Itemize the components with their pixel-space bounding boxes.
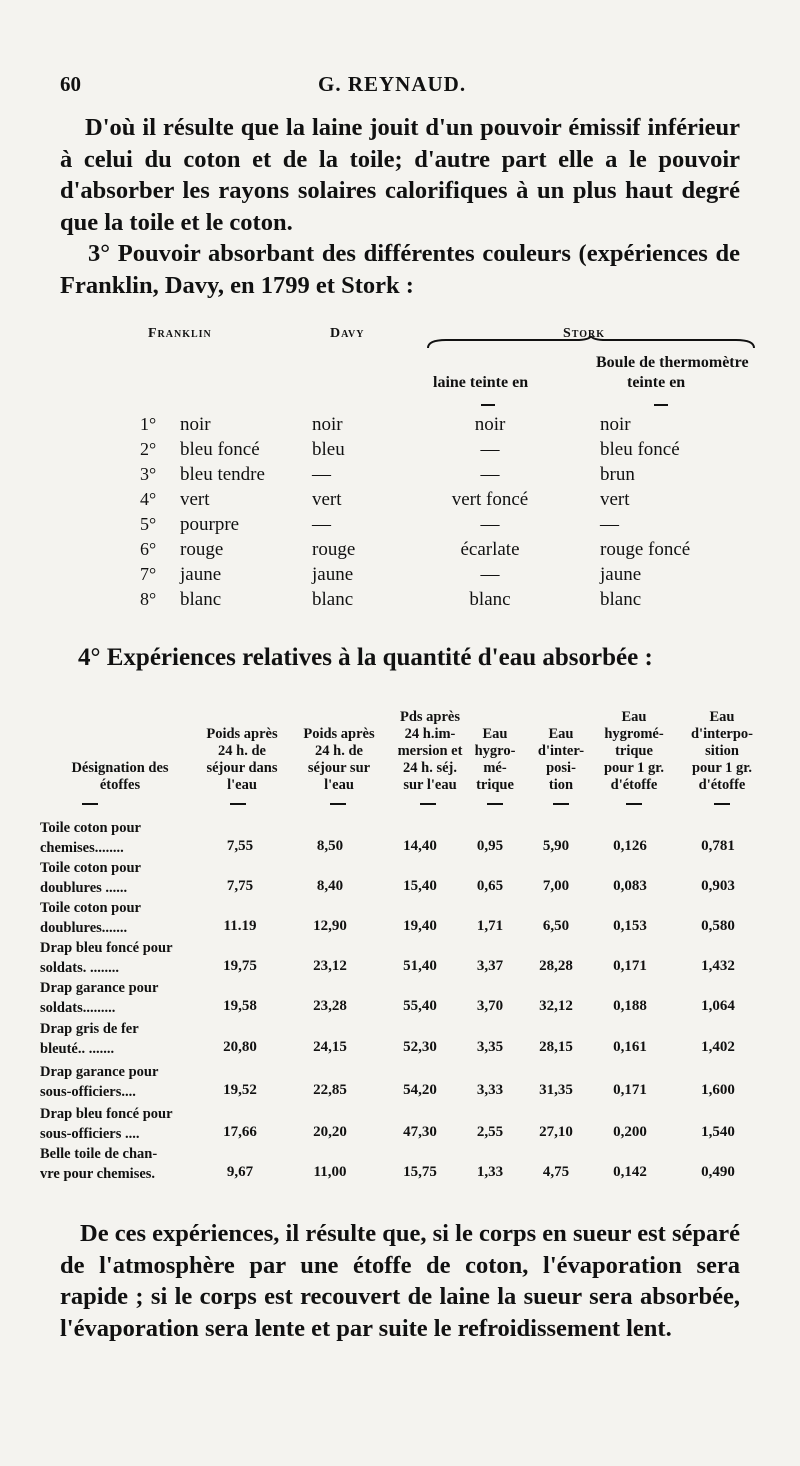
- row-label: Drap garance pour soldats.........: [40, 980, 159, 1016]
- row-label: Drap bleu foncé pour sous-officiers ....: [40, 1106, 173, 1142]
- table-cell: 19,40: [403, 918, 437, 934]
- table-cell: 0,171: [613, 958, 647, 974]
- table-cell: 3,70: [476, 998, 504, 1014]
- laine-cell: blanc: [469, 589, 511, 610]
- davy-cell: bleu: [312, 439, 345, 460]
- teinte-cell: rouge foncé: [600, 539, 691, 560]
- franklin-cell: bleu foncé: [180, 439, 260, 460]
- teinte-cell: brun: [600, 464, 635, 485]
- table-cell: 7,00: [542, 878, 570, 894]
- colors-column-teinte: [600, 412, 690, 612]
- table-cell: 14,40: [403, 838, 437, 854]
- col-header-poids-sur: Poids après 24 h. de séjour sur l'eau: [303, 726, 375, 793]
- table-cell: 0,126: [613, 838, 647, 854]
- col-header-eau-inter: Eau d'inter- posi- tion: [537, 726, 585, 793]
- table-cell: 8,40: [316, 878, 344, 894]
- table-cell: 28,28: [539, 958, 573, 974]
- table-cell: 3,35: [476, 1039, 504, 1055]
- davy-cell: vert: [312, 489, 342, 510]
- col-header-eau-hygro: Eau hygro- mé- trique: [474, 726, 516, 793]
- row-label: Drap gris de fer bleuté.. .......: [40, 1021, 139, 1057]
- table-cell: 0,903: [701, 878, 735, 894]
- table-cell: 7,55: [226, 838, 254, 854]
- table-cell: 20,80: [223, 1039, 257, 1055]
- table-cell: 24,15: [313, 1039, 347, 1055]
- table-cell: 1,402: [701, 1039, 735, 1055]
- laine-cell: —: [480, 439, 500, 460]
- header-stork: Stork: [563, 326, 606, 341]
- table-cell: 11.19: [223, 918, 257, 934]
- table-cell: 1,33: [476, 1164, 504, 1180]
- table-cell: 28,15: [539, 1039, 573, 1055]
- paragraph-absorbing-power-colors: 3° Pouvoir absorbant des différentes couleurs (expériences de Franklin, Davy, en 1799 et Stork :: [60, 240, 740, 299]
- table-cell: 15,75: [403, 1164, 437, 1180]
- header-rule: [714, 803, 730, 805]
- table-cell: 51,40: [403, 958, 437, 974]
- header-rule: [487, 803, 503, 805]
- franklin-cell: noir: [180, 414, 211, 435]
- color-number: 4°: [140, 489, 157, 509]
- table-cell: 0,083: [613, 878, 647, 894]
- table-cell: 0,153: [613, 918, 647, 934]
- row-label: Toile coton pour chemises........: [40, 820, 141, 856]
- table-cell: 0,781: [701, 838, 735, 854]
- page-header: [60, 72, 760, 100]
- table-cell: 0,142: [613, 1164, 647, 1180]
- table-cell: 6,50: [542, 918, 570, 934]
- table-cell: 32,12: [539, 998, 573, 1014]
- stork-brace: [426, 336, 756, 350]
- col-header-eau-hygro-gr: Eau hygromé- trique pour 1 gr. d'étoffe: [603, 709, 665, 793]
- table-cell: 3,37: [476, 958, 504, 974]
- table-cell: 11,00: [313, 1164, 347, 1180]
- laine-cell: —: [480, 564, 500, 585]
- teinte-cell: vert: [600, 489, 630, 510]
- laine-cell: —: [480, 464, 500, 485]
- col-header-poids-dans: Poids après 24 h. de séjour dans l'eau: [206, 726, 278, 793]
- table-cell: 4,75: [542, 1164, 570, 1180]
- col-header-designation: Désignation des étoffes: [71, 760, 169, 793]
- row-label: Toile coton pour doublures ......: [40, 860, 141, 896]
- franklin-cell: blanc: [180, 589, 222, 610]
- table-cell: 47,30: [403, 1124, 437, 1140]
- teinte-cell: —: [600, 514, 619, 535]
- table-cell: 20,20: [313, 1124, 347, 1140]
- header-rule: [626, 803, 642, 805]
- table-cell: 0,161: [613, 1039, 647, 1055]
- col-header-pds-apres: Pds après 24 h.im- mersion et 24 h. séj. sur l'eau: [397, 709, 463, 793]
- franklin-cell: rouge: [180, 539, 224, 560]
- table-cell: 17,66: [223, 1124, 257, 1140]
- table-cell: 31,35: [539, 1082, 573, 1098]
- table-cell: 23,12: [313, 958, 347, 974]
- table-cell: 27,10: [539, 1124, 573, 1140]
- header-laine-teinte: laine teinte en: [433, 374, 529, 391]
- davy-cell: noir: [312, 414, 343, 435]
- teinte-cell: noir: [600, 414, 631, 435]
- franklin-cell: pourpre: [180, 514, 240, 535]
- header-davy: Davy: [330, 326, 365, 341]
- colors-column-laine: [430, 412, 550, 612]
- header-rule: [553, 803, 569, 805]
- franklin-cell: jaune: [180, 564, 222, 585]
- colors-column-franklin: [180, 412, 265, 612]
- row-label: Drap garance pour sous-officiers....: [40, 1064, 159, 1100]
- table-cell: 52,30: [403, 1039, 437, 1055]
- table-cell: 0,65: [476, 878, 504, 894]
- table-cell: 0,95: [476, 838, 504, 854]
- header-teinte-en: teinte en: [627, 374, 686, 391]
- davy-cell: —: [312, 464, 331, 485]
- laine-cell: noir: [474, 414, 506, 435]
- laine-cell: —: [480, 514, 500, 535]
- table-cell: 19,75: [223, 958, 257, 974]
- table-cell: 9,67: [226, 1164, 254, 1180]
- page-number: 60: [60, 72, 81, 96]
- table-cell: 23,28: [313, 998, 347, 1014]
- colors-column-numbers: [140, 412, 156, 612]
- color-number: 8°: [140, 589, 157, 609]
- row-label: Drap bleu foncé pour soldats. ........: [40, 940, 173, 976]
- table-cell: 55,40: [403, 998, 437, 1014]
- table-cell: 1,064: [701, 998, 735, 1014]
- laine-cell: vert foncé: [451, 489, 529, 510]
- col-header-eau-inter-gr: Eau d'interpo- sition pour 1 gr. d'étoffe: [690, 709, 754, 793]
- table-cell: 54,20: [403, 1082, 437, 1098]
- colors-column-davy: [312, 412, 355, 612]
- table-cell: 0,490: [701, 1164, 735, 1180]
- table-cell: 1,432: [701, 958, 735, 974]
- table-cell: 19,58: [223, 998, 257, 1014]
- franklin-cell: vert: [180, 489, 210, 510]
- table-cell: 2,55: [476, 1124, 504, 1140]
- running-head-author: G. REYNAUD.: [318, 72, 467, 96]
- table-cell: 1,71: [476, 918, 504, 934]
- teinte-cell: jaune: [600, 564, 642, 585]
- header-dash-laine: [481, 404, 495, 406]
- davy-cell: jaune: [312, 564, 354, 585]
- header-dash-teinte: [654, 404, 668, 406]
- header-rule: [230, 803, 246, 805]
- franklin-cell: bleu tendre: [180, 464, 265, 485]
- table-cell: 0,200: [613, 1124, 647, 1140]
- table-cell: 1,600: [701, 1082, 735, 1098]
- table-cell: 0,188: [613, 998, 647, 1014]
- table-cell: 8,50: [316, 838, 344, 854]
- paragraph-conclusion: De ces expériences, il résulte que, si le corps en sueur est séparé de l'atmosphère par une étoffe de coton, l'évaporation sera rapide ; si le corps est recouvert de laine la sueur sera absorbée, l'évaporation sera lente et par suite le refroidissement lent.: [60, 1220, 740, 1342]
- table-cell: 1,540: [701, 1124, 735, 1140]
- table-cell: 5,90: [542, 838, 570, 854]
- header-rule: [82, 803, 98, 805]
- table-cell: 12,90: [313, 918, 347, 934]
- teinte-cell: bleu foncé: [600, 439, 680, 460]
- color-number: 1°: [140, 414, 157, 434]
- row-label: Belle toile de chan- vre pour chemises.: [40, 1146, 158, 1182]
- table-cell: 19,52: [223, 1082, 257, 1098]
- table-cell: 22,85: [313, 1082, 347, 1098]
- color-number: 5°: [140, 514, 157, 534]
- table-cell: 15,40: [403, 878, 437, 894]
- laine-cell: écarlate: [460, 539, 520, 560]
- davy-cell: rouge: [312, 539, 356, 560]
- davy-cell: blanc: [312, 589, 354, 610]
- table-cell: 3,33: [476, 1082, 504, 1098]
- teinte-cell: blanc: [600, 589, 642, 610]
- row-label: Toile coton pour doublures.......: [40, 900, 141, 936]
- color-number: 3°: [140, 464, 157, 484]
- color-number: 6°: [140, 539, 157, 559]
- table-cell: 0,171: [613, 1082, 647, 1098]
- color-number: 2°: [140, 439, 157, 459]
- table-cell: 0,580: [701, 918, 735, 934]
- davy-cell: —: [312, 514, 331, 535]
- table-cell: 7,75: [226, 878, 254, 894]
- header-rule: [420, 803, 436, 805]
- header-franklin: Franklin: [148, 326, 212, 341]
- color-number: 7°: [140, 564, 157, 584]
- section-heading-water: 4° Expériences relatives à la quantité d'eau absorbée :: [78, 644, 653, 671]
- header-boule: Boule de thermomètre: [596, 354, 749, 371]
- header-rule: [330, 803, 346, 805]
- paragraph-emissive-power: D'où il résulte que la laine jouit d'un pouvoir émissif inférieur à celui du coton et de la toile; d'autre part elle a le pouvoir d'absorber les rayons solaires calorifiques à un plus haut degré que la toile et le coton.: [60, 114, 740, 236]
